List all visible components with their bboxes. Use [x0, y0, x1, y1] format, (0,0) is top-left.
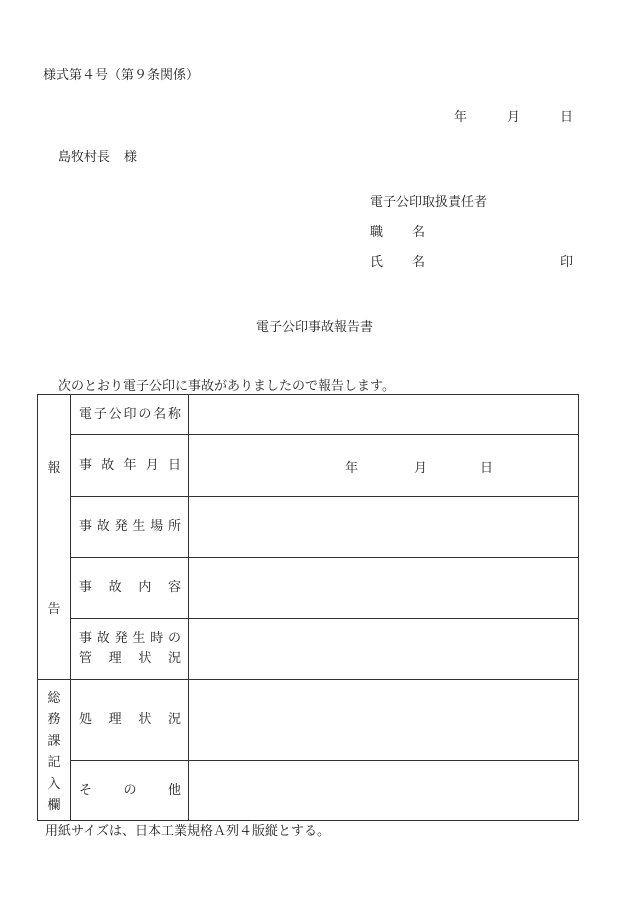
footnote: 用紙サイズは、日本工業規格Ａ列４版縦とする。	[45, 824, 330, 839]
report-table	[37, 394, 579, 821]
submitter-role: 電子公印取扱責任者	[370, 195, 488, 210]
value-management-status[interactable]	[189, 619, 579, 680]
document-title: 電子公印事故報告書	[256, 320, 374, 335]
value-handling-status[interactable]	[189, 680, 579, 761]
position-label-2: 名	[412, 225, 426, 240]
report-group-char-1: 報	[47, 461, 61, 476]
admin-group-char-1: 総	[47, 691, 61, 706]
admin-group-char-5: 入	[47, 776, 61, 792]
row-label-other: そ の 他	[71, 761, 189, 821]
addressee-honorific: 様	[124, 150, 138, 165]
accident-date-month: 月	[414, 461, 428, 476]
row-label-accident-place: 事 故 発 生 場 所	[71, 497, 189, 558]
value-accident-place[interactable]	[189, 497, 579, 558]
header-date-month: 月	[507, 110, 521, 125]
form-number: 様式第４号（第９条関係）	[43, 68, 200, 83]
admin-group-cell	[38, 680, 71, 821]
value-seal-name[interactable]	[189, 395, 579, 435]
value-accident-date[interactable]	[189, 435, 579, 497]
row-label-management-status: 事 故 発 生 時 の 管 理 状 況	[71, 619, 189, 680]
row-label-seal-name: 電 子 公 印 の 名 称	[71, 395, 189, 435]
position-label-1: 職	[370, 225, 384, 240]
value-other[interactable]	[189, 761, 579, 821]
row-label-accident-content: 事 故 内 容	[71, 558, 189, 619]
report-group-cell	[38, 395, 71, 680]
accident-date-day: 日	[480, 461, 494, 476]
intro-text: 次のとおり電子公印に事故がありましたので報告します。	[58, 379, 395, 394]
addressee-name: 島牧村長	[58, 150, 111, 165]
report-group-char-2: 告	[47, 602, 61, 617]
name-label-1: 氏	[370, 255, 384, 270]
header-date-year: 年	[454, 110, 468, 125]
name-label-2: 名	[412, 255, 426, 270]
admin-group-char-4: 記	[47, 755, 61, 771]
value-accident-content[interactable]	[189, 558, 579, 619]
row-label-accident-date: 事 故 年 月 日	[71, 435, 189, 497]
admin-group-char-3: 課	[47, 733, 61, 749]
row-label-handling-status: 処 理 状 況	[71, 680, 189, 761]
accident-date-year: 年	[345, 461, 359, 476]
admin-group-char-2: 務	[47, 712, 61, 728]
header-date-day: 日	[560, 110, 574, 125]
admin-group-char-6: 欄	[47, 797, 61, 813]
seal-mark: 印	[560, 255, 574, 270]
